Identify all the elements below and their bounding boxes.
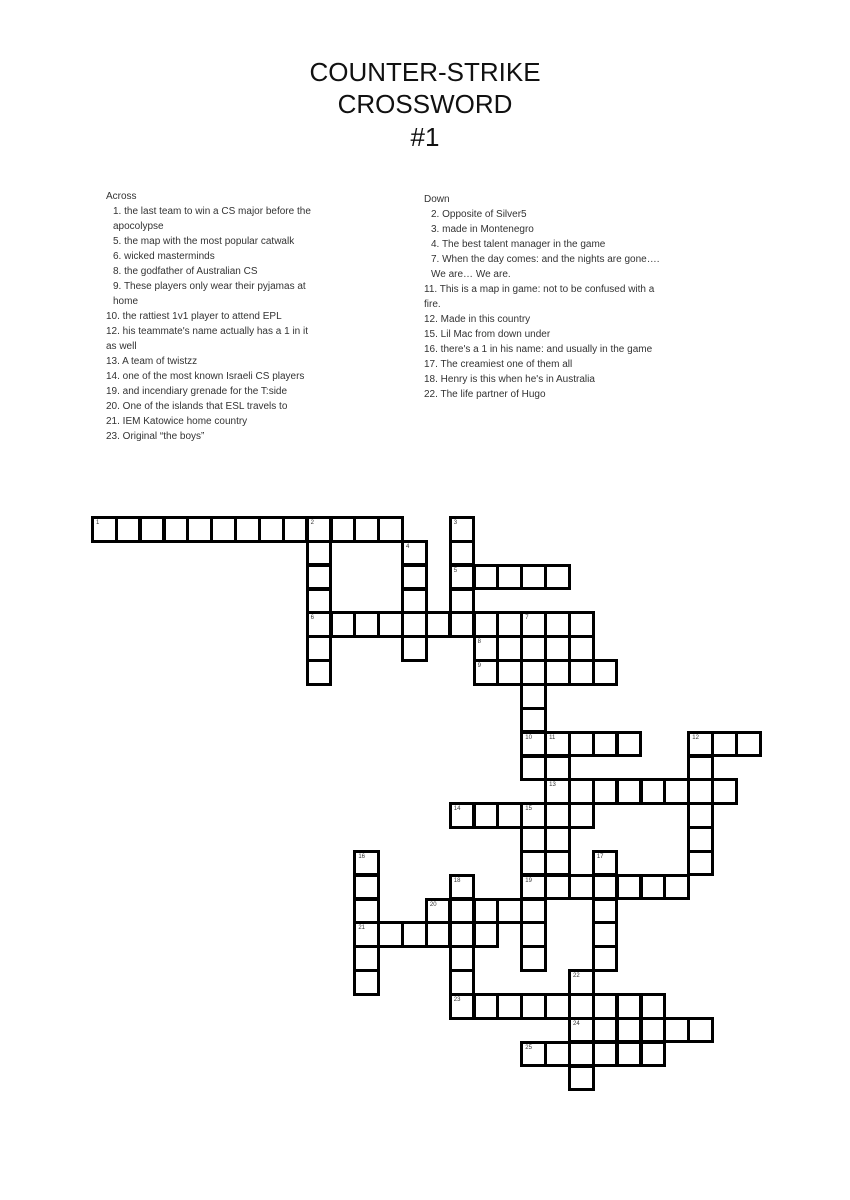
grid-cell[interactable] bbox=[473, 921, 500, 948]
clue-number: 8 bbox=[477, 639, 481, 646]
grid-cell[interactable] bbox=[711, 731, 738, 758]
grid-cell[interactable] bbox=[91, 516, 118, 543]
grid-cell[interactable] bbox=[663, 1017, 690, 1044]
grid-cell[interactable] bbox=[449, 993, 476, 1020]
grid-cell[interactable] bbox=[496, 898, 523, 925]
grid-cell[interactable] bbox=[616, 1017, 643, 1044]
clue-number: 9 bbox=[477, 663, 481, 670]
grid-cell[interactable] bbox=[353, 921, 380, 948]
clue-number: 3 bbox=[453, 520, 458, 526]
grid-cell[interactable] bbox=[616, 1041, 643, 1068]
clue-down: 11. This is a map in game: not to be confused with a fire. bbox=[424, 284, 658, 310]
grid-cell[interactable] bbox=[496, 635, 523, 662]
title-line-1: COUNTER-STRIKE bbox=[309, 57, 541, 87]
clue-number: 5 bbox=[453, 567, 458, 574]
grid-cell[interactable] bbox=[568, 993, 595, 1020]
clue-across: 10. the rattiest 1v1 player to attend EPL bbox=[106, 311, 282, 322]
grid-cell[interactable] bbox=[568, 1017, 595, 1044]
grid-cell[interactable] bbox=[568, 635, 595, 662]
grid-cell[interactable] bbox=[520, 707, 547, 734]
clue-number: 4 bbox=[406, 543, 410, 550]
grid-cell[interactable] bbox=[449, 540, 476, 567]
grid-cell[interactable] bbox=[353, 969, 380, 996]
grid-cell[interactable] bbox=[592, 1017, 619, 1044]
grid-cell[interactable] bbox=[568, 802, 595, 829]
grid-cell[interactable] bbox=[425, 898, 452, 925]
across-heading: Across bbox=[106, 191, 137, 202]
clue-number: 6 bbox=[310, 615, 314, 622]
grid-cell[interactable] bbox=[449, 588, 476, 615]
clue-number: 15 bbox=[525, 806, 532, 813]
grid-cell[interactable] bbox=[401, 611, 428, 638]
grid-cell[interactable] bbox=[711, 778, 738, 805]
clue-number: 11 bbox=[549, 734, 556, 741]
clue-number: 25 bbox=[525, 1044, 532, 1051]
grid-cell[interactable] bbox=[592, 1041, 619, 1068]
grid-cell[interactable] bbox=[544, 659, 571, 686]
grid-cell[interactable] bbox=[473, 659, 500, 686]
clue-across: 20. One of the islands that ESL travels to bbox=[106, 401, 288, 412]
grid-cell[interactable] bbox=[568, 611, 595, 638]
grid-cell[interactable] bbox=[115, 516, 142, 543]
grid-cell[interactable] bbox=[592, 921, 619, 948]
title-line-3: #1 bbox=[410, 122, 440, 152]
clue-across: 9. These players only wear their pyjamas at home bbox=[113, 281, 309, 307]
grid-cell[interactable] bbox=[496, 802, 523, 829]
clue-number: 24 bbox=[573, 1020, 580, 1027]
grid-cell[interactable] bbox=[520, 564, 547, 591]
grid-cell[interactable] bbox=[544, 731, 571, 758]
clue-number: 2 bbox=[310, 520, 314, 526]
grid-cell[interactable] bbox=[520, 659, 547, 686]
clue-number: 19 bbox=[525, 877, 532, 884]
clue-number: 20 bbox=[429, 901, 437, 908]
clue-number: 23 bbox=[453, 997, 461, 1003]
grid-cell[interactable] bbox=[592, 874, 619, 901]
clue-number: 10 bbox=[525, 734, 532, 741]
clue-across: 14. one of the most known Israeli CS players bbox=[106, 371, 305, 382]
grid-cell[interactable] bbox=[520, 850, 547, 877]
grid-cell[interactable] bbox=[616, 778, 643, 805]
grid-cell[interactable] bbox=[520, 874, 547, 901]
clue-down: 18. Henry is this when he's in Australia bbox=[424, 374, 595, 385]
grid-cell[interactable] bbox=[544, 826, 571, 853]
grid-cell[interactable] bbox=[592, 731, 619, 758]
grid-cell[interactable] bbox=[663, 874, 690, 901]
grid-cell[interactable] bbox=[544, 778, 571, 805]
clue-number: 21 bbox=[358, 925, 366, 932]
clue-across: 1. the last team to win a CS major before the apocolypse bbox=[113, 206, 314, 232]
grid-cell[interactable] bbox=[544, 755, 571, 782]
grid-cell[interactable] bbox=[473, 635, 500, 662]
grid-cell[interactable] bbox=[306, 564, 333, 591]
grid-cell[interactable] bbox=[449, 921, 476, 948]
grid-cell[interactable] bbox=[568, 778, 595, 805]
grid-cell[interactable] bbox=[163, 516, 190, 543]
grid-cell[interactable] bbox=[496, 993, 523, 1020]
clue-number: 16 bbox=[358, 853, 366, 860]
grid-cell[interactable] bbox=[139, 516, 166, 543]
clue-number: 7 bbox=[525, 615, 529, 622]
clue-number: 14 bbox=[453, 806, 461, 813]
grid-cell[interactable] bbox=[210, 516, 237, 543]
grid-cell[interactable] bbox=[520, 755, 547, 782]
grid-cell[interactable] bbox=[258, 516, 285, 543]
grid-cell[interactable] bbox=[353, 850, 380, 877]
grid-cell[interactable] bbox=[568, 731, 595, 758]
clue-number: 12 bbox=[692, 734, 699, 741]
clue-number: 1 bbox=[96, 520, 100, 526]
clue-across: 21. IEM Katowice home country bbox=[106, 416, 248, 427]
grid-cell[interactable] bbox=[616, 993, 643, 1020]
clue-down: 15. Lil Mac from down under bbox=[424, 329, 551, 340]
grid-cell[interactable] bbox=[473, 802, 500, 829]
grid-cell[interactable] bbox=[330, 611, 357, 638]
grid-cell[interactable] bbox=[520, 993, 547, 1020]
grid-cell[interactable] bbox=[520, 635, 547, 662]
clue-down: 2. Opposite of Silver5 bbox=[431, 209, 527, 220]
clue-across: 12. his teammate's name actually has a 1 in it as well bbox=[106, 326, 311, 352]
grid-cell[interactable] bbox=[544, 1041, 571, 1068]
grid-cell[interactable] bbox=[449, 802, 476, 829]
clue-down: 12. Made in this country bbox=[424, 314, 531, 325]
grid-cell[interactable] bbox=[568, 1041, 595, 1068]
grid-cell[interactable] bbox=[592, 659, 619, 686]
grid-cell[interactable] bbox=[473, 611, 500, 638]
grid-cell[interactable] bbox=[592, 898, 619, 925]
grid-cell[interactable] bbox=[544, 874, 571, 901]
clue-down: 16. there's a 1 in his name: and usually in the game bbox=[424, 344, 653, 355]
grid-cell[interactable] bbox=[616, 874, 643, 901]
grid-cell[interactable] bbox=[640, 778, 667, 805]
down-clues bbox=[424, 192, 664, 402]
clue-across: 23. Original “the boys” bbox=[106, 431, 205, 442]
down-heading: Down bbox=[424, 194, 450, 205]
grid-cell[interactable] bbox=[401, 921, 428, 948]
grid-cell[interactable] bbox=[449, 969, 476, 996]
grid-cell[interactable] bbox=[687, 826, 714, 853]
clue-number: 18 bbox=[453, 877, 461, 884]
grid-cell[interactable] bbox=[687, 778, 714, 805]
grid-cell[interactable] bbox=[544, 993, 571, 1020]
grid-cell[interactable] bbox=[687, 802, 714, 829]
grid-cell[interactable] bbox=[640, 874, 667, 901]
clue-across: 19. and incendiary grenade for the T:side bbox=[106, 386, 288, 397]
grid-cell[interactable] bbox=[282, 516, 309, 543]
grid-cell[interactable] bbox=[353, 611, 380, 638]
clue-number: 17 bbox=[596, 853, 604, 860]
grid-cell[interactable] bbox=[377, 516, 404, 543]
clue-across: 5. the map with the most popular catwalk bbox=[113, 236, 295, 247]
grid-cell[interactable] bbox=[473, 898, 500, 925]
grid-cell[interactable] bbox=[520, 611, 547, 638]
clue-across: 8. the godfather of Australian CS bbox=[113, 266, 258, 277]
grid-cell[interactable] bbox=[520, 826, 547, 853]
grid-cell[interactable] bbox=[544, 802, 571, 829]
grid-cell[interactable] bbox=[568, 1065, 595, 1092]
grid-cell[interactable] bbox=[568, 969, 595, 996]
grid-cell[interactable] bbox=[544, 850, 571, 877]
clue-down: 4. The best talent manager in the game bbox=[431, 239, 606, 250]
grid-cell[interactable] bbox=[640, 1041, 667, 1068]
grid-cell[interactable] bbox=[353, 516, 380, 543]
grid-cell[interactable] bbox=[663, 778, 690, 805]
grid-cell[interactable] bbox=[592, 850, 619, 877]
clue-across: 13. A team of twistzz bbox=[106, 356, 198, 367]
grid-cell[interactable] bbox=[520, 802, 547, 829]
grid-cell[interactable] bbox=[520, 1041, 547, 1068]
grid-cell[interactable] bbox=[568, 659, 595, 686]
grid-cell[interactable] bbox=[401, 588, 428, 615]
grid-cell[interactable] bbox=[306, 635, 333, 662]
grid-cell[interactable] bbox=[592, 945, 619, 972]
clue-across: 6. wicked masterminds bbox=[113, 251, 215, 262]
grid-cell[interactable] bbox=[544, 611, 571, 638]
grid-cell[interactable] bbox=[449, 611, 476, 638]
title-line-2: CROSSWORD bbox=[337, 89, 513, 119]
grid-cell[interactable] bbox=[687, 850, 714, 877]
grid-cell[interactable] bbox=[496, 564, 523, 591]
grid-cell[interactable] bbox=[401, 635, 428, 662]
grid-cell[interactable] bbox=[306, 516, 333, 543]
grid-cell[interactable] bbox=[449, 945, 476, 972]
grid-cell[interactable] bbox=[449, 564, 476, 591]
grid-cell[interactable] bbox=[544, 564, 571, 591]
grid-cell[interactable] bbox=[353, 898, 380, 925]
grid-cell[interactable] bbox=[640, 993, 667, 1020]
grid-cell[interactable] bbox=[425, 921, 452, 948]
grid-cell[interactable] bbox=[473, 564, 500, 591]
grid-cell[interactable] bbox=[401, 564, 428, 591]
clue-number: 22 bbox=[573, 973, 580, 980]
grid-cell[interactable] bbox=[377, 611, 404, 638]
clue-number: 13 bbox=[549, 782, 556, 789]
grid-cell[interactable] bbox=[186, 516, 213, 543]
grid-cell[interactable] bbox=[520, 898, 547, 925]
grid-cell[interactable] bbox=[234, 516, 261, 543]
grid-cell[interactable] bbox=[353, 945, 380, 972]
grid-cell[interactable] bbox=[306, 659, 333, 686]
grid-cell[interactable] bbox=[496, 611, 523, 638]
grid-cell[interactable] bbox=[306, 588, 333, 615]
grid-cell[interactable] bbox=[687, 755, 714, 782]
grid-cell[interactable] bbox=[592, 778, 619, 805]
grid-cell[interactable] bbox=[306, 540, 333, 567]
grid-cell[interactable] bbox=[592, 993, 619, 1020]
grid-cell[interactable] bbox=[687, 1017, 714, 1044]
clue-down: 17. The creamiest one of them all bbox=[424, 359, 573, 370]
grid-cell[interactable] bbox=[544, 635, 571, 662]
grid-cell[interactable] bbox=[449, 898, 476, 925]
grid-cell[interactable] bbox=[640, 1017, 667, 1044]
grid-cell[interactable] bbox=[496, 659, 523, 686]
grid-cell[interactable] bbox=[449, 874, 476, 901]
clue-down: 22. The life partner of Hugo bbox=[424, 389, 546, 400]
grid-cell[interactable] bbox=[353, 874, 380, 901]
grid-cell[interactable] bbox=[520, 921, 547, 948]
grid-cell[interactable] bbox=[616, 731, 643, 758]
grid-cell[interactable] bbox=[449, 516, 476, 543]
grid-cell[interactable] bbox=[473, 993, 500, 1020]
grid-cell[interactable] bbox=[425, 611, 452, 638]
grid-cell[interactable] bbox=[330, 516, 357, 543]
across-clues bbox=[106, 189, 321, 444]
grid-cell[interactable] bbox=[568, 874, 595, 901]
grid-cell[interactable] bbox=[687, 731, 714, 758]
grid-cell[interactable] bbox=[377, 921, 404, 948]
grid-cell[interactable] bbox=[520, 945, 547, 972]
grid-cell[interactable] bbox=[735, 731, 762, 758]
grid-cell[interactable] bbox=[520, 731, 547, 758]
grid-cell[interactable] bbox=[306, 611, 333, 638]
clue-down: 3. made in Montenegro bbox=[431, 224, 534, 235]
grid-cell[interactable] bbox=[520, 683, 547, 710]
clue-down: 7. When the day comes: and the nights are gone…. We are… We are. bbox=[431, 254, 663, 280]
grid-cell[interactable] bbox=[401, 540, 428, 567]
